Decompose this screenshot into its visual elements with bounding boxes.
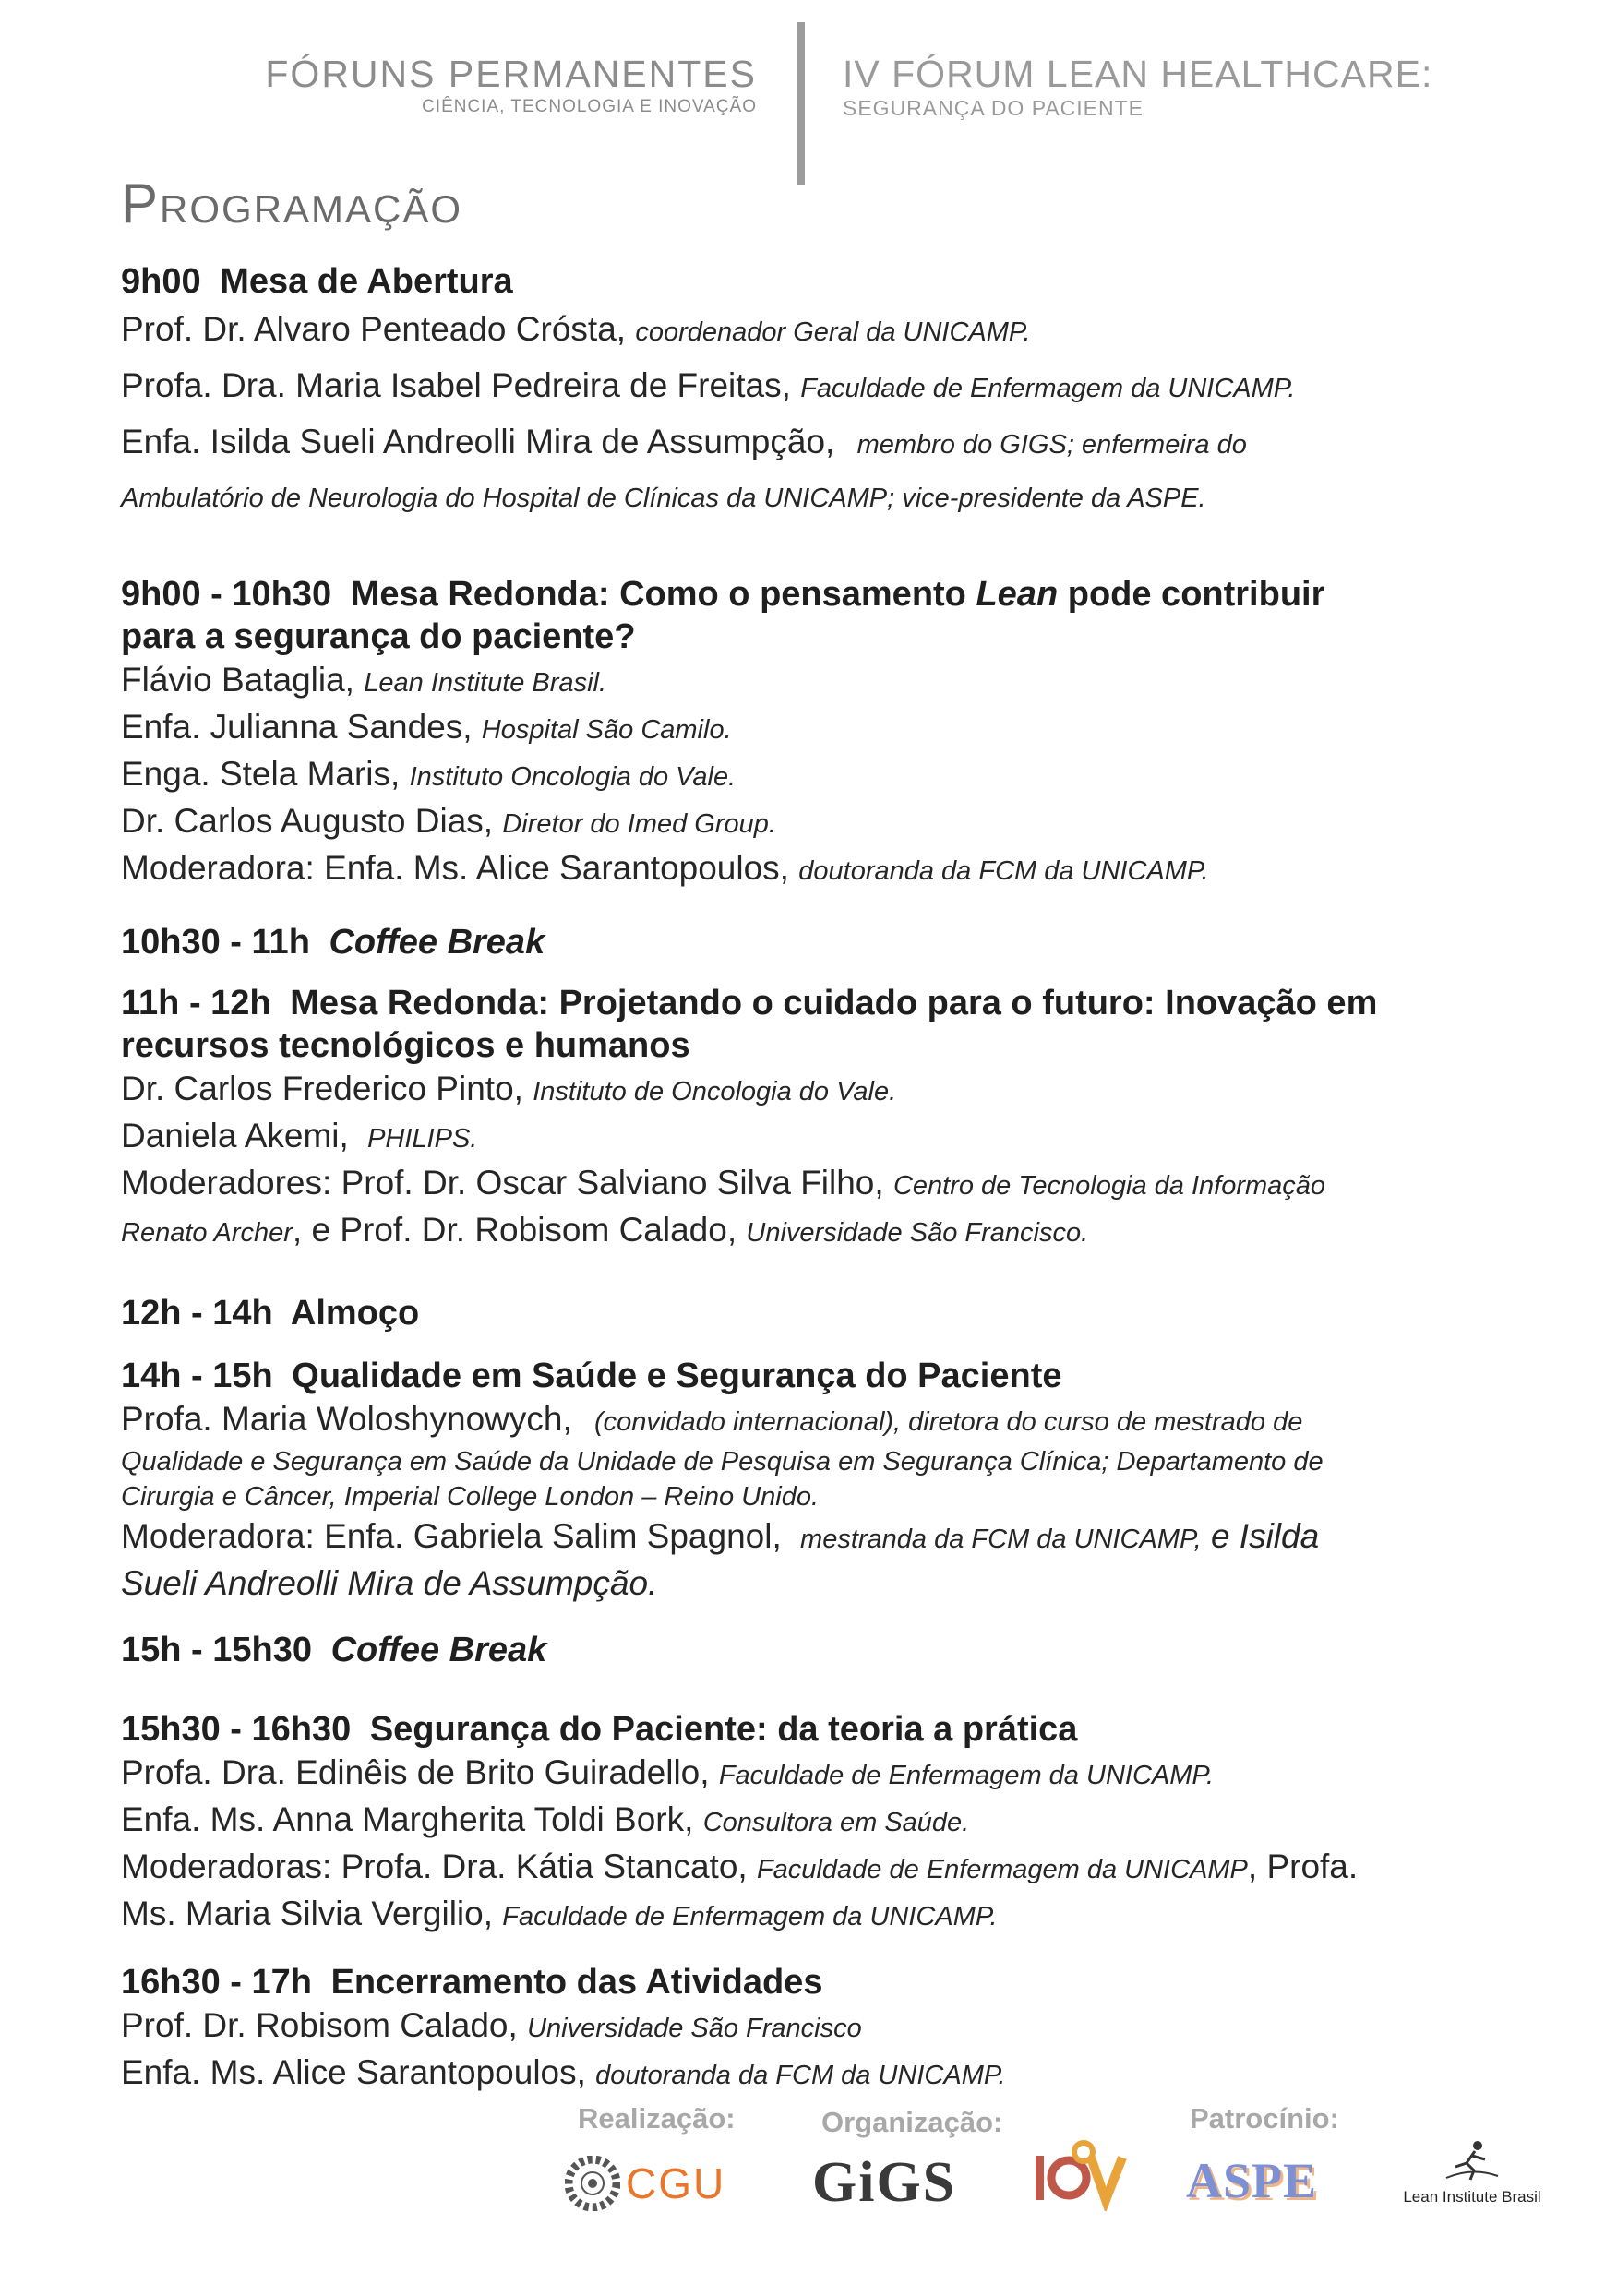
session-title: Segurança do Paciente: da teoria a prática	[369, 1710, 1078, 1749]
page-title: Programação	[121, 173, 463, 234]
speaker-affiliation: Renato Archer	[121, 1218, 293, 1248]
session-opening	[121, 260, 1542, 525]
speaker-line	[121, 752, 1542, 799]
speaker-line	[121, 1114, 1542, 1161]
series-title: FÓRUNS PERMANENTES	[265, 53, 757, 95]
session-title: Coffee Break	[330, 1631, 547, 1669]
speaker-name: Dr. Carlos Frederico Pinto,	[121, 1070, 523, 1107]
speaker-name: Moderadora: Enfa. Ms. Alice Sarantopoulos,	[121, 849, 789, 887]
speaker-affiliation: Faculdade de Enfermagem da UNICAMP.	[718, 1761, 1215, 1790]
lean-institute-logo	[1384, 2139, 1560, 2206]
session-round-table-future	[121, 982, 1542, 1255]
speaker-line	[121, 359, 1542, 415]
session-time: 12h - 14h	[121, 1294, 273, 1333]
session-title-em: Lean	[976, 575, 1059, 614]
speaker-name: Enfa. Ms. Anna Margherita Toldi Bork,	[121, 1800, 694, 1838]
speaker-affiliation: Faculdade de Enfermagem da UNICAMP.	[800, 374, 1296, 403]
session-heading	[121, 1961, 1542, 2003]
session-coffee-break-2	[121, 1629, 1542, 1671]
session-time: 15h - 15h30	[121, 1631, 312, 1669]
speaker-line	[121, 799, 1542, 846]
session-heading-cont: para a segurança do paciente?	[121, 617, 636, 656]
forum-series-header	[265, 54, 757, 118]
session-title: Almoço	[290, 1294, 420, 1333]
cgu-logo-text: CGU	[626, 2159, 726, 2207]
speaker-affiliation-cont: Qualidade e Segurança em Saúde da Unidade de Pesquisa em Segurança Clínica; Departamento de	[121, 1447, 1324, 1477]
speaker-affiliation-cont: Cirurgia e Câncer, Imperial College London – Reino Unido.	[121, 1482, 820, 1512]
session-heading	[121, 1629, 1542, 1671]
speaker-affiliation: mestranda da FCM da UNICAMP,	[800, 1525, 1202, 1554]
organizacao-label: Organização:	[821, 2106, 1003, 2138]
session-title: Mesa de Abertura	[220, 262, 513, 301]
session-heading	[121, 921, 1542, 963]
lean-logo-text: Lean Institute Brasil	[1403, 2188, 1541, 2206]
speaker-name: Dr. Carlos Augusto Dias,	[121, 802, 494, 840]
session-time: 14h - 15h	[121, 1357, 273, 1395]
session-lunch	[121, 1292, 1542, 1334]
speaker-name: e Isilda	[1210, 1517, 1320, 1555]
gigs-logo: GiGS	[812, 2151, 957, 2214]
speaker-line	[121, 1161, 1542, 1208]
session-title: Encerramento das Atividades	[330, 1963, 823, 2002]
speaker-line	[121, 1798, 1542, 1845]
speaker-affiliation: Universidade São Francisco.	[746, 1218, 1089, 1248]
session-time: 9h00 - 10h30	[121, 575, 332, 614]
session-heading	[121, 1708, 1542, 1751]
session-title: Mesa Redonda: Projetando o cuidado para o futuro: Inovação em	[290, 984, 1378, 1022]
session-time: 11h - 12h	[121, 984, 271, 1022]
speaker-line	[121, 658, 1542, 705]
session-quality	[121, 1355, 1542, 1605]
session-title: Coffee Break	[329, 923, 545, 962]
session-heading	[121, 982, 1542, 1024]
speaker-name: Ms. Maria Silvia Vergilio,	[121, 1895, 494, 1932]
session-heading	[121, 573, 1542, 616]
speaker-line	[121, 1067, 1542, 1114]
speaker-affiliation: (convidado internacional), diretora do curso de mestrado de	[594, 1407, 1303, 1437]
speaker-line	[121, 1751, 1542, 1798]
speaker-affiliation-cont: Ambulatório de Neurologia do Hospital de Clínicas da UNICAMP; vice-presidente da ASPE.	[121, 484, 1206, 513]
session-time: 9h00	[121, 262, 201, 301]
iov-logo	[1032, 2137, 1133, 2216]
lean-runner-icon	[1444, 2139, 1500, 2182]
session-coffee-break	[121, 921, 1542, 963]
session-closing	[121, 1961, 1542, 2098]
speaker-line	[121, 415, 1542, 472]
patrocinio-label: Patrocínio:	[1190, 2102, 1339, 2135]
session-patient-safety	[121, 1708, 1542, 1939]
speaker-name: , e Prof. Dr. Robisom Calado,	[292, 1211, 737, 1249]
speaker-name: , Profa.	[1247, 1848, 1359, 1885]
speaker-name: Enfa. Ms. Alice Sarantopoulos,	[121, 2053, 586, 2091]
speaker-name: Daniela Akemi,	[121, 1117, 349, 1154]
session-title: pode contribuir	[1067, 575, 1325, 614]
speaker-name: Profa. Maria Woloshynowych,	[121, 1400, 572, 1438]
speaker-name: Moderadoras: Profa. Dra. Kátia Stancato,	[121, 1848, 748, 1885]
speaker-affiliation: Faculdade de Enfermagem da UNICAMP	[756, 1855, 1248, 1884]
header-divider	[797, 22, 805, 185]
session-heading-cont: recursos tecnológicos e humanos	[121, 1026, 690, 1065]
speaker-name: Moderadora: Enfa. Gabriela Salim Spagnol,	[121, 1517, 782, 1555]
speaker-name: Enga. Stela Maris,	[121, 755, 401, 793]
speaker-affiliation: Lean Institute Brasil.	[364, 668, 607, 698]
speaker-affiliation: doutoranda da FCM da UNICAMP.	[798, 856, 1209, 886]
program	[121, 260, 1542, 2140]
session-round-table-lean	[121, 573, 1542, 893]
speaker-line	[121, 1208, 1542, 1255]
session-title: Qualidade em Saúde e Segurança do Paciente	[292, 1357, 1062, 1395]
session-heading	[121, 1292, 1542, 1334]
speaker-affiliation: Hospital São Camilo.	[481, 715, 732, 745]
speaker-affiliation: Consultora em Saúde.	[702, 1808, 970, 1837]
speaker-line	[121, 846, 1542, 893]
speaker-affiliation: Universidade São Francisco	[527, 2014, 862, 2043]
speaker-name: Flávio Bataglia,	[121, 661, 354, 699]
session-heading	[121, 1355, 1542, 1397]
speaker-name: Profa. Dra. Maria Isabel Pedreira de Freitas,	[121, 366, 791, 404]
session-time: 16h30 - 17h	[121, 1963, 312, 2002]
speaker-name: Enfa. Isilda Sueli Andreolli Mira de Assumpção,	[121, 423, 835, 460]
session-time: 15h30 - 16h30	[121, 1710, 352, 1749]
speaker-affiliation: coordenador Geral da UNICAMP.	[635, 317, 1031, 347]
speaker-line	[121, 705, 1542, 752]
cgu-emblem-icon	[565, 2156, 620, 2211]
speaker-affiliation: doutoranda da FCM da UNICAMP.	[595, 2061, 1006, 2090]
speaker-line	[121, 1514, 1542, 1561]
speaker-line	[121, 2003, 1542, 2051]
speaker-line	[121, 303, 1542, 359]
event-subtitle: SEGURANÇA DO PACIENTE	[843, 96, 1144, 120]
session-title: Mesa Redonda: Como o pensamento	[350, 575, 966, 614]
realizacao-label: Realização:	[578, 2102, 736, 2135]
speaker-affiliation: PHILIPS.	[367, 1124, 478, 1154]
cgu-logo	[565, 2156, 725, 2211]
speaker-name: Moderadores: Prof. Dr. Oscar Salviano Silva Filho,	[121, 1164, 884, 1202]
speaker-line	[121, 2051, 1542, 2098]
aspe-logo: ASPE	[1186, 2153, 1318, 2208]
speaker-affiliation: Faculdade de Enfermagem da UNICAMP.	[502, 1902, 998, 1931]
speaker-affiliation: membro do GIGS; enfermeira do	[856, 430, 1247, 460]
series-subtitle: CIÊNCIA, TECNOLOGIA E INOVAÇÃO	[422, 97, 757, 116]
speaker-name: Prof. Dr. Robisom Calado,	[121, 2006, 518, 2044]
speaker-name: Profa. Dra. Edinêis de Brito Guiradello,	[121, 1753, 710, 1791]
speaker-name: Prof. Dr. Alvaro Penteado Crósta,	[121, 310, 627, 348]
speaker-affiliation: Centro de Tecnologia da Informação	[892, 1171, 1326, 1201]
speaker-affiliation: Instituto Oncologia do Vale.	[409, 762, 737, 792]
speaker-affiliation: Diretor do Imed Group.	[502, 809, 776, 839]
speaker-line	[121, 1845, 1542, 1892]
session-time: 10h30 - 11h	[121, 923, 310, 962]
speaker-affiliation: Instituto de Oncologia do Vale.	[533, 1077, 897, 1106]
speaker-name: Enfa. Julianna Sandes,	[121, 708, 473, 746]
event-header	[843, 54, 1432, 120]
iov-logo-icon	[1032, 2137, 1133, 2211]
speaker-line	[121, 1892, 1542, 1939]
speaker-line	[121, 1397, 1542, 1444]
session-heading	[121, 260, 1542, 303]
event-title: IV FÓRUM LEAN HEALTHCARE:	[843, 53, 1433, 95]
speaker-name-cont: Sueli Andreolli Mira de Assumpção.	[121, 1564, 658, 1602]
